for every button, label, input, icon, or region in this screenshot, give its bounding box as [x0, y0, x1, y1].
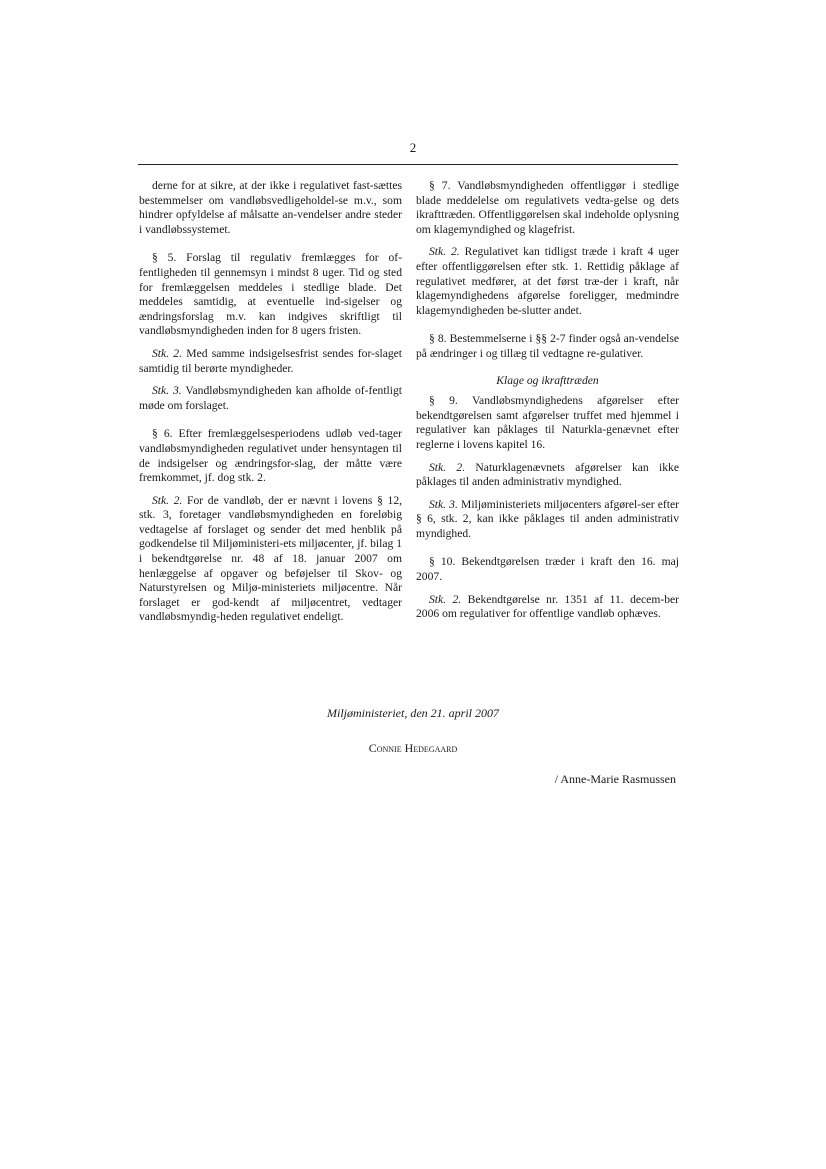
place-and-date: Miljøministeriet, den 21. april 2007 — [327, 706, 499, 720]
paragraph: Stk. 3. Vandløbsmyndigheden kan afholde of-fentligt møde om forslaget. — [139, 384, 403, 412]
paragraph: Stk. 2. Bekendtgørelse nr. 1351 af 11. decem-ber 2006 om regulativer for offentlige vandløb ophæves. — [416, 592, 679, 621]
header-rule — [138, 164, 678, 165]
right-column — [416, 179, 679, 622]
cosigner-name: / Anne-Marie Rasmussen — [554, 772, 676, 786]
left-column — [139, 179, 402, 625]
paragraph: § 8. Bestemmelserne i §§ 2-7 finder også an-vendelse på ændringer i og tillæg til vedtagne re-gulativer. — [416, 332, 679, 360]
paragraph: § 5. Forslag til regulativ fremlægges for of-fentligheden til gennemsyn i mindst 8 uger. Tid og sted for fremlæggelsen meddeles i stedlige blade. Det meddeles samtidig, at eventuelle ind-sigelser og ændringsforslag m.v. kan indgives skriftligt til vandløbsmyndigheden inden for 8 ugers fristen. — [139, 251, 402, 338]
page-number: 2 — [409, 140, 417, 155]
paragraph: § 9. Vandløbsmyndighedens afgørelser efter bekendtgørelsen samt afgørelser truffet med hjemmel i regulativer kan påklages til Naturkla-genævnet efter reglerne i lovens kapitel 16. — [416, 394, 679, 451]
paragraph: Stk. 3. Miljøministeriets miljøcenters afgørel-ser efter § 6, stk. 2, kan ikke påklages til anden administrativ myndighed. — [416, 497, 679, 540]
paragraph: § 10. Bekendtgørelsen træder i kraft den 16. maj 2007. — [416, 555, 679, 584]
paragraph: Stk. 2. Regulativet kan tidligst træde i kraft 4 uger efter offentliggørelsen efter stk. 1. Rettidig påklage af regulativet medfører, at det først træ-der i kraft, når klagemyndighedens afgørelse foreligger, medmindre klagemyndigheden be-slutter andet. — [416, 245, 679, 317]
section-heading: Klage og ikrafttræden — [496, 373, 599, 387]
paragraph: § 6. Efter fremlæggelsesperiodens udløb ved-tager vandløbsmyndigheden regulativet under hensyntagen til de indsigelser og ændringsfor-slag, der måtte være fremkommet, jf. dog stk. 2. — [139, 427, 402, 485]
paragraph: Stk. 2. Med samme indsigelsesfrist sendes for-slaget samtidig til berørte myndigheder. — [139, 346, 402, 375]
paragraph: derne for at sikre, at der ikke i regulativet fast-sættes bestemmelser om vandløbsvedligeholdel-se m.v., som hindrer opfyldelse af målsatte an-vendelser andre steder i vandløbssystemet. — [139, 179, 402, 236]
signer-name: Connie Hedegaard — [368, 741, 458, 755]
paragraph: Stk. 2. For de vandløb, der er nævnt i lovens § 12, stk. 3, foretager vandløbsmyndigheden en foreløbig vedtagelse af forslaget og sender det med henblik på godkendelse til Miljøministeri-ets miljøcenter, jf. bilag 1 i bekendtgørelse nr. 48 af 18. januar 2007 om henlæggelse af opgaver og beføjelser til Skov- og Naturstyrelsen og Miljø-ministeriets miljøcentre. Når forslaget er god-kendt af miljøcentret, vedtager vandløbsmyndig-heden regulativet endeligt. — [139, 493, 403, 624]
paragraph: § 7. Vandløbsmyndigheden offentliggør i stedlige blade meddelelse om regulativets vedta-gelse og dets ikrafttræden. Offentliggørelsen skal indeholde oplysning om klagemyndighed og klagefrist. — [416, 179, 679, 236]
paragraph: Stk. 2. Naturklagenævnets afgørelser kan ikke påklages til anden administrativ myndighed. — [416, 460, 679, 489]
